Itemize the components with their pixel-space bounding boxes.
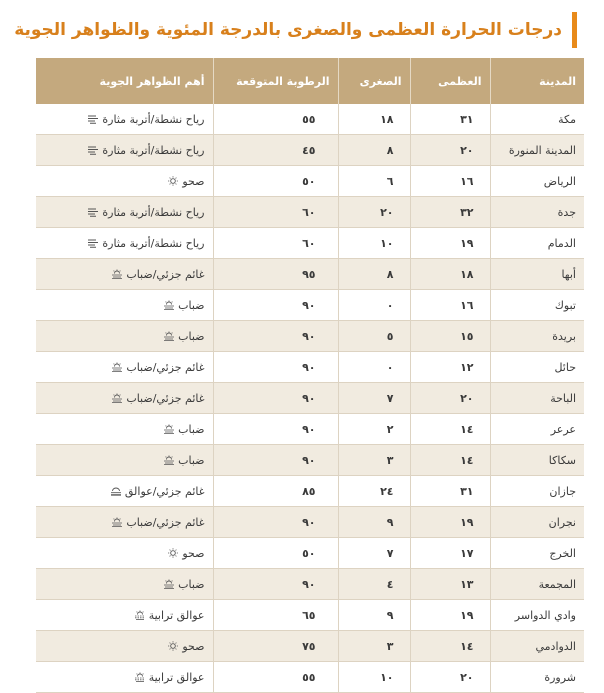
phenomena-text: غائم جزئي/عوالق <box>124 484 205 498</box>
cell-city: الباحة <box>490 383 584 414</box>
table-row <box>36 476 584 507</box>
cell-city: عرعر <box>490 414 584 445</box>
cell-city: تبوك <box>490 290 584 321</box>
sun-icon <box>167 176 179 186</box>
phenomena-text: عوالق ترابية <box>148 670 205 684</box>
cell-min: ٩ <box>338 507 410 538</box>
cell-city: المدينة المنورة <box>490 135 584 166</box>
table-row <box>36 569 584 600</box>
weather-table-container <box>36 58 584 693</box>
cell-min: ١٨ <box>338 104 410 135</box>
cell-max: ٢٠ <box>410 383 490 414</box>
table-body <box>36 104 584 693</box>
cell-min: ٨ <box>338 259 410 290</box>
cell-humidity: ٥٥ <box>213 662 338 693</box>
cell-min: ٤ <box>338 569 410 600</box>
cell-max: ٢٠ <box>410 135 490 166</box>
phenomena-text: ضباب <box>178 298 205 312</box>
cell-max: ٣٢ <box>410 197 490 228</box>
cell-phenomena <box>36 445 213 476</box>
cell-max: ٣١ <box>410 104 490 135</box>
cell-city: جازان <box>490 476 584 507</box>
phenomena-text: رياح نشطة/أتربة مثارة <box>102 236 205 250</box>
cell-humidity: ٩٠ <box>213 290 338 321</box>
header-min: الصغرى <box>338 58 410 104</box>
cell-humidity: ٥٥ <box>213 104 338 135</box>
cell-min: ٦ <box>338 166 410 197</box>
wind-icon <box>87 238 99 248</box>
page-title: درجات الحرارة العظمى والصغرى بالدرجة المئوية والظواهر الجوية <box>14 20 562 40</box>
cell-humidity: ٦٠ <box>213 228 338 259</box>
cell-min: ٧ <box>338 538 410 569</box>
header-city: المدينة <box>490 58 584 104</box>
cell-max: ١٥ <box>410 321 490 352</box>
fog-icon <box>163 331 175 341</box>
phenomena-text: غائم جزئي/ضباب <box>126 391 205 405</box>
table-row <box>36 197 584 228</box>
table-header-row <box>36 58 584 104</box>
cell-min: ٣ <box>338 445 410 476</box>
cell-max: ١٨ <box>410 259 490 290</box>
table-row <box>36 321 584 352</box>
cell-humidity: ٩٠ <box>213 383 338 414</box>
phenomena-text: ضباب <box>178 453 205 467</box>
fog-icon <box>111 269 123 279</box>
header-max: العظمى <box>410 58 490 104</box>
cell-phenomena <box>36 228 213 259</box>
cell-phenomena <box>36 197 213 228</box>
phenomena-text: صحو <box>182 174 205 188</box>
cell-phenomena <box>36 476 213 507</box>
cell-max: ١٩ <box>410 228 490 259</box>
cell-phenomena <box>36 290 213 321</box>
cell-humidity: ٤٥ <box>213 135 338 166</box>
phenomena-text: صحو <box>182 546 205 560</box>
cell-city: شرورة <box>490 662 584 693</box>
cell-phenomena <box>36 135 213 166</box>
cell-humidity: ٩٠ <box>213 445 338 476</box>
cell-max: ١٩ <box>410 600 490 631</box>
cell-phenomena <box>36 631 213 662</box>
cell-humidity: ٩٠ <box>213 414 338 445</box>
cell-max: ١٦ <box>410 290 490 321</box>
cell-phenomena <box>36 600 213 631</box>
fog-icon <box>163 455 175 465</box>
cell-min: ٢ <box>338 414 410 445</box>
cell-phenomena <box>36 321 213 352</box>
fog-icon <box>111 362 123 372</box>
cell-min: ١٠ <box>338 228 410 259</box>
cell-humidity: ٧٥ <box>213 631 338 662</box>
cell-city: بريدة <box>490 321 584 352</box>
cell-phenomena <box>36 538 213 569</box>
header-phenomena: أهم الظواهر الجوية <box>36 58 213 104</box>
cell-min: ٢٠ <box>338 197 410 228</box>
weather-table <box>36 58 584 693</box>
wind-icon <box>87 207 99 217</box>
cell-humidity: ٩٥ <box>213 259 338 290</box>
cell-max: ٣١ <box>410 476 490 507</box>
table-row <box>36 538 584 569</box>
cell-humidity: ٨٥ <box>213 476 338 507</box>
table-row <box>36 104 584 135</box>
cell-max: ١٢ <box>410 352 490 383</box>
phenomena-text: غائم جزئي/ضباب <box>126 267 205 281</box>
wind-icon <box>87 114 99 124</box>
cell-city: الدوادمي <box>490 631 584 662</box>
cell-phenomena <box>36 104 213 135</box>
table-row <box>36 352 584 383</box>
cell-min: ٧ <box>338 383 410 414</box>
cell-city: حائل <box>490 352 584 383</box>
table-row <box>36 414 584 445</box>
cell-min: ٠ <box>338 352 410 383</box>
cell-min: ٣ <box>338 631 410 662</box>
table-row <box>36 383 584 414</box>
table-row <box>36 166 584 197</box>
cell-city: الخرج <box>490 538 584 569</box>
phenomena-text: غائم جزئي/ضباب <box>126 360 205 374</box>
cell-phenomena <box>36 352 213 383</box>
table-row <box>36 228 584 259</box>
table-row <box>36 290 584 321</box>
cell-max: ١٦ <box>410 166 490 197</box>
cell-humidity: ٩٠ <box>213 569 338 600</box>
cell-city: الرياض <box>490 166 584 197</box>
cell-min: ٢٤ <box>338 476 410 507</box>
table-row <box>36 259 584 290</box>
cell-humidity: ٩٠ <box>213 352 338 383</box>
phenomena-text: ضباب <box>178 329 205 343</box>
table-row <box>36 631 584 662</box>
cell-phenomena <box>36 259 213 290</box>
cell-min: ٨ <box>338 135 410 166</box>
phenomena-text: ضباب <box>178 422 205 436</box>
cell-city: وادي الدواسر <box>490 600 584 631</box>
table-row <box>36 507 584 538</box>
cell-max: ١٣ <box>410 569 490 600</box>
cell-max: ٢٠ <box>410 662 490 693</box>
cell-city: المجمعة <box>490 569 584 600</box>
phenomena-text: رياح نشطة/أتربة مثارة <box>102 112 205 126</box>
cell-humidity: ٩٠ <box>213 507 338 538</box>
dust-icon <box>134 610 146 620</box>
phenomena-text: عوالق ترابية <box>148 608 205 622</box>
cell-min: ١٠ <box>338 662 410 693</box>
cell-humidity: ٥٠ <box>213 538 338 569</box>
cell-city: أبها <box>490 259 584 290</box>
cell-phenomena <box>36 383 213 414</box>
sun-icon <box>167 641 179 651</box>
fog-icon <box>163 579 175 589</box>
cell-phenomena <box>36 569 213 600</box>
phenomena-text: صحو <box>182 639 205 653</box>
cell-max: ١٤ <box>410 631 490 662</box>
cell-city: جدة <box>490 197 584 228</box>
page-title-bar <box>14 12 577 48</box>
header-humidity: الرطوبة المتوقعة <box>213 58 338 104</box>
phenomena-text: غائم جزئي/ضباب <box>126 515 205 529</box>
phenomena-text: رياح نشطة/أتربة مثارة <box>102 205 205 219</box>
sun-icon <box>167 548 179 558</box>
phenomena-text: ضباب <box>178 577 205 591</box>
cell-max: ١٤ <box>410 445 490 476</box>
phenomena-text: رياح نشطة/أتربة مثارة <box>102 143 205 157</box>
cell-phenomena <box>36 166 213 197</box>
cell-max: ١٤ <box>410 414 490 445</box>
cell-max: ١٧ <box>410 538 490 569</box>
cell-min: ٩ <box>338 600 410 631</box>
cell-phenomena <box>36 414 213 445</box>
cell-humidity: ٩٠ <box>213 321 338 352</box>
table-row <box>36 600 584 631</box>
cell-humidity: ٦٠ <box>213 197 338 228</box>
fog-icon <box>163 300 175 310</box>
cell-humidity: ٥٠ <box>213 166 338 197</box>
dust-icon <box>134 672 146 682</box>
table-row <box>36 445 584 476</box>
cell-max: ١٩ <box>410 507 490 538</box>
cell-city: سكاكا <box>490 445 584 476</box>
fog-icon <box>111 393 123 403</box>
fog-icon <box>111 517 123 527</box>
table-row <box>36 135 584 166</box>
cell-min: ٥ <box>338 321 410 352</box>
wind-icon <box>87 145 99 155</box>
haze-icon <box>110 486 122 496</box>
cell-city: الدمام <box>490 228 584 259</box>
cell-city: نجران <box>490 507 584 538</box>
cell-city: مكة <box>490 104 584 135</box>
cell-phenomena <box>36 507 213 538</box>
fog-icon <box>163 424 175 434</box>
cell-min: ٠ <box>338 290 410 321</box>
cell-humidity: ٦٥ <box>213 600 338 631</box>
